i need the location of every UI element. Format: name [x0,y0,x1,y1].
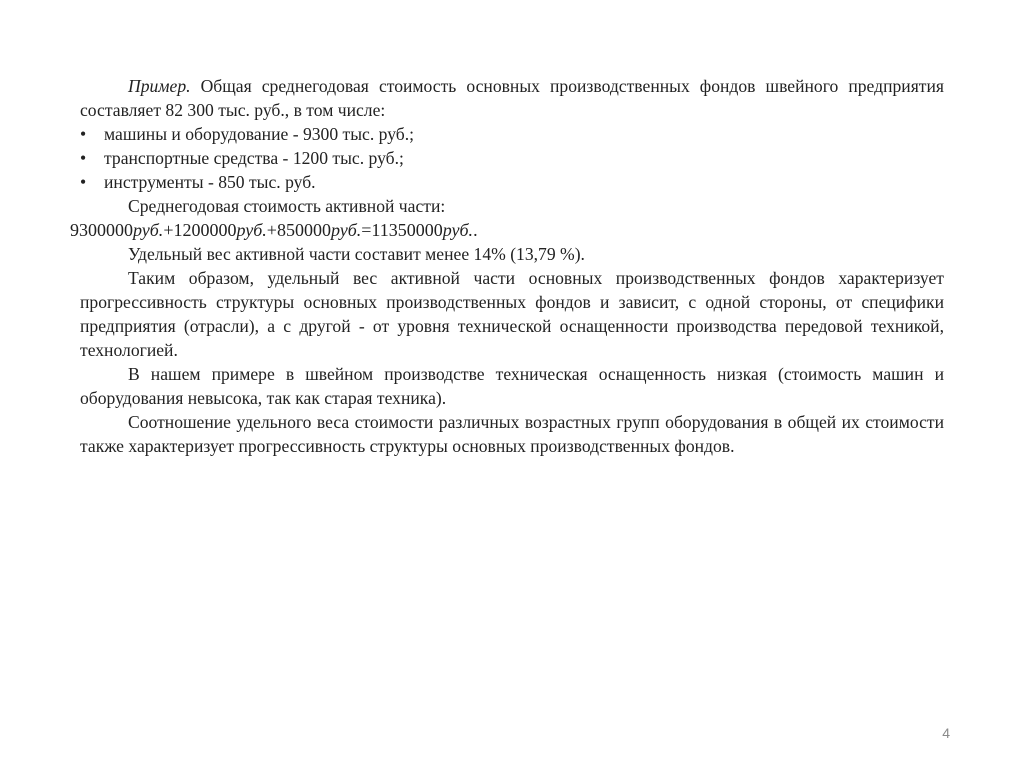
bullet-icon: • [80,148,87,168]
list-item [80,170,944,194]
paragraph: Соотношение удельного веса стоимости различных возрастных групп оборудования в общей их стоимости также характеризует прогрессивность структуры основных производственных фондов. [80,412,944,456]
example-label: Пример. [128,76,191,96]
formula-end: . [473,220,478,240]
paragraph: Таким образом, удельный вес активной части основных производственных фондов характеризует прогрессивность структуры основных производственных фондов и зависит, с одной стороны, от специфики предприятия (отрасли), а с другой - от уровня технической оснащенности производства передовой техникой, технологией. [80,268,944,360]
list-item-text: инструменты - 850 тыс. руб. [104,172,316,192]
formula-unit: руб. [442,220,474,240]
paragraph: В нашем примере в швейном производстве техническая оснащенность низкая (стоимость машин и оборудования невысока, так как старая техника). [80,364,944,408]
formula-result: 11350000 [371,220,443,240]
list-item [80,146,944,170]
equals-sign: = [361,220,372,240]
page-number: 4 [942,725,950,741]
intro-text: Общая среднегодовая стоимость основных производственных фондов швейного предприятия составляет 82 300 тыс. руб., в том числе: [80,76,944,120]
bullet-icon: • [80,124,87,144]
asset-list [80,122,944,194]
plus-sign: + [266,220,277,240]
active-part-heading: Среднегодовая стоимость активной части: [128,196,446,216]
formula-term: 1200000 [173,220,237,240]
formula-term: 850000 [276,220,331,240]
document-text [70,74,944,458]
list-item [80,122,944,146]
cost-formula [70,218,944,242]
paragraph: Удельный вес активной части составит менее 14% (13,79 %). [128,244,585,264]
bullet-icon: • [80,172,87,192]
formula-unit: руб. [133,220,164,240]
formula-term: 9300000 [70,220,133,240]
list-item-text: транспортные средства - 1200 тыс. руб.; [104,148,404,168]
formula-unit: руб. [236,220,267,240]
intro-paragraph [80,74,944,122]
formula-unit: руб. [330,220,362,240]
plus-sign: + [163,220,174,240]
list-item-text: машины и оборудование - 9300 тыс. руб.; [104,124,415,144]
